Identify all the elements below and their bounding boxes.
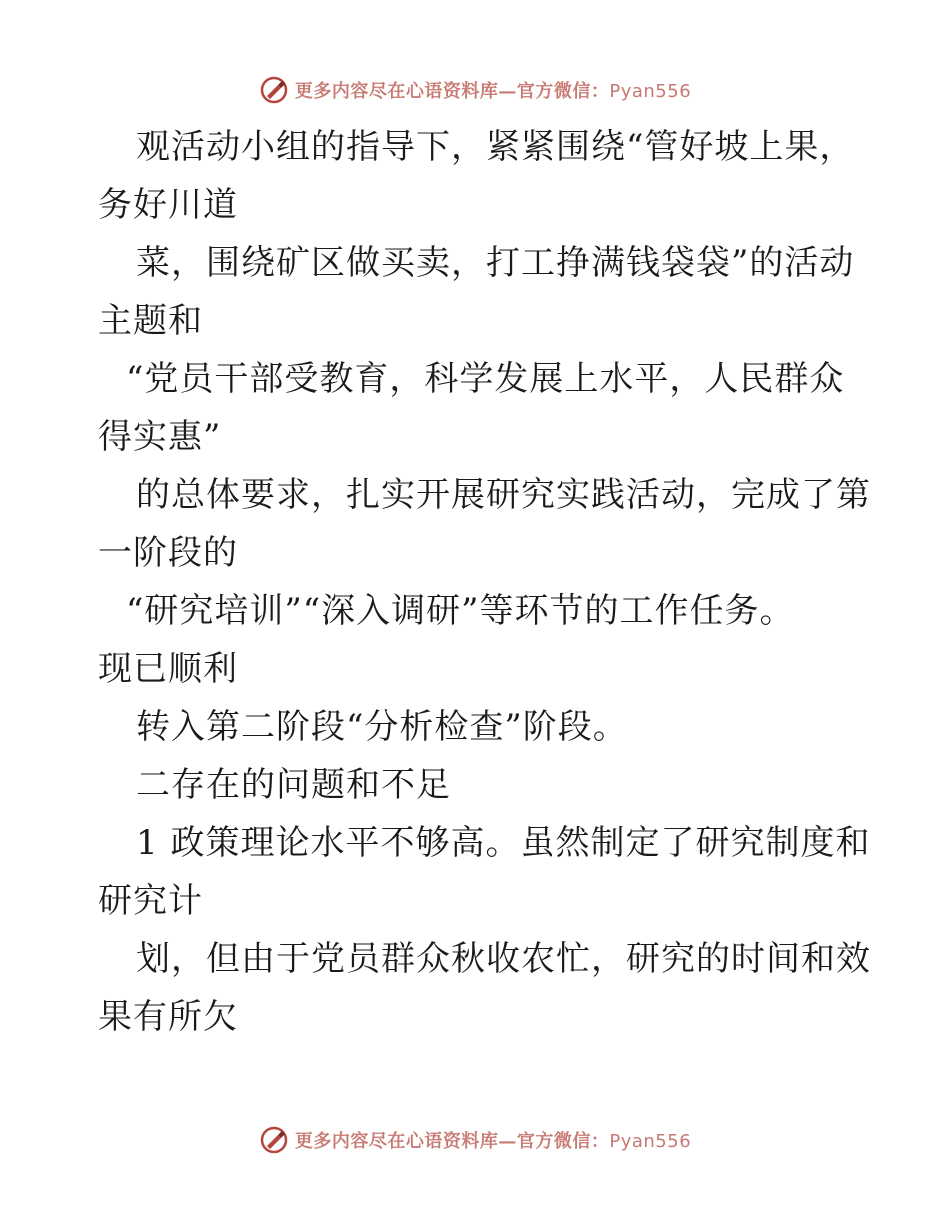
paragraph-line: 转入第二阶段“分析检查”阶段。	[136, 707, 628, 747]
footer-watermark	[0, 1123, 950, 1157]
pen-logo-icon	[259, 75, 289, 105]
section-heading: 二存在的问题和不足	[136, 765, 451, 805]
watermark-wechat-id: Pyan556	[609, 1131, 692, 1152]
paragraph-line: 现已顺利	[98, 649, 238, 689]
paragraph-line: 务好川道	[98, 185, 238, 225]
paragraph-line: 研究计	[98, 881, 203, 921]
paragraph-line: “研究培训”“深入调研”等环节的工作任务。	[126, 591, 795, 631]
paragraph-line: 得实惠”	[98, 417, 222, 457]
paragraph-line: “党员干部受教育，科学发展上水平，人民群众	[126, 359, 845, 399]
paragraph-line: 的总体要求，扎实开展研究实践活动，完成了第	[136, 475, 871, 515]
paragraph-line: 1 政策理论水平不够高。虽然制定了研究制度和	[136, 823, 871, 863]
pen-logo-icon	[259, 1125, 289, 1155]
paragraph-line: 果有所欠	[98, 997, 238, 1037]
paragraph-line: 主题和	[98, 301, 203, 341]
watermark-wechat-id: Pyan556	[609, 81, 692, 102]
document-body	[98, 118, 871, 1046]
paragraph-line: 菜，围绕矿区做买卖，打工挣满钱袋袋”的活动	[136, 243, 855, 283]
header-watermark	[0, 73, 950, 107]
paragraph-line: 划，但由于党员群众秋收农忙，研究的时间和效	[136, 939, 871, 979]
watermark-text: 更多内容尽在心语资料库—官方微信：Pyan556	[294, 1131, 692, 1152]
paragraph-line: 一阶段的	[98, 533, 238, 573]
watermark-text: 更多内容尽在心语资料库—官方微信：Pyan556	[294, 81, 692, 102]
paragraph-line: 观活动小组的指导下，紧紧围绕“管好坡上果，	[136, 127, 855, 167]
